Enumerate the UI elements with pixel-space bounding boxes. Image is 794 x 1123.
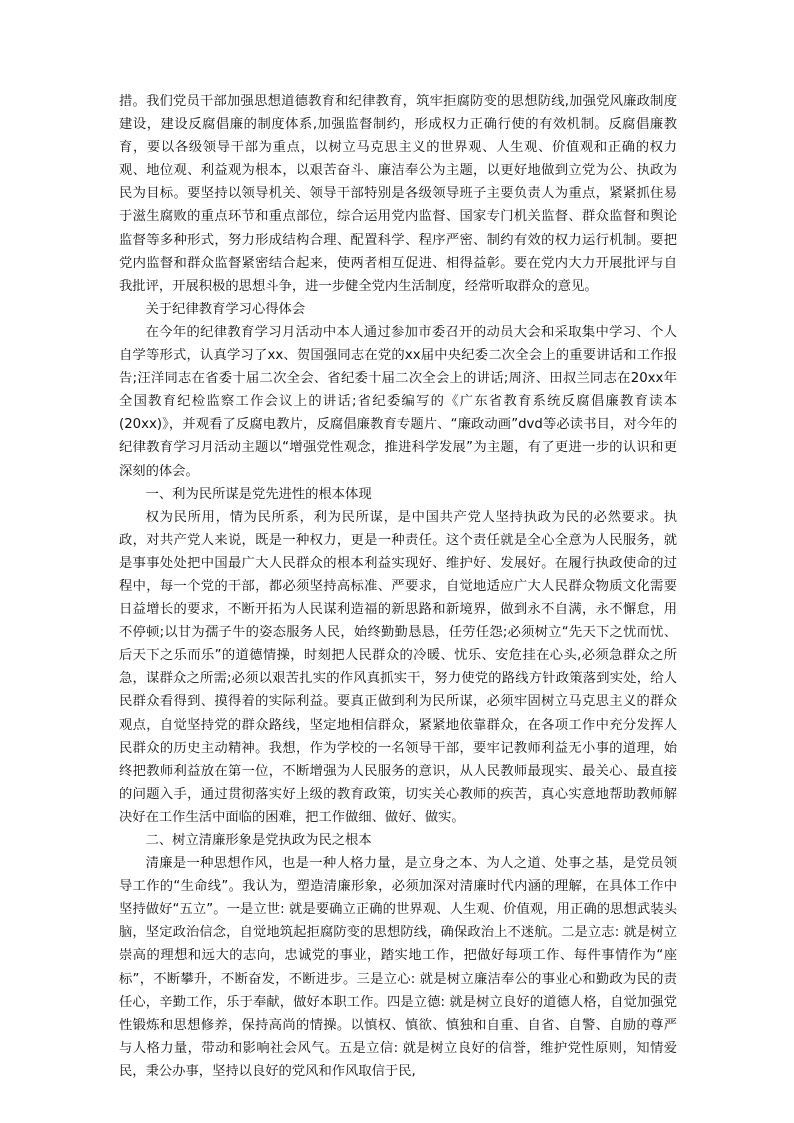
paragraph-continuation: 措。我们党员干部加强思想道德教育和纪律教育，筑牢拒腐防变的思想防线,加强党风廉政制度建设，建设反腐倡廉的制度体系,加强监督制约，形成权力正确行使的有效机制。反腐倡廉教育，要以各级领导干部为重点，以树立马克思主义的世界观、人生观、价值观和正确的权力观、地位观、利益观为根本，以艰苦奋斗、廉洁奉公为主题，以更好地做到立党为公、执政为民为目标。要坚持以领导机关、领导干部特别是各级领导班子主要负责人为重点，紧紧抓住易于滋生腐败的重点环节和重点部位，综合运用党内监督、国家专门机关监督、群众监督和舆论监督等多种形式，努力形成结构合理、配置科学、程序严密、制约有效的权力运行机制。要把党内监督和群众监督紧密结合起来，使两者相互促进、相得益彰。要在党内大力开展批评与自我批评，开展积极的思想斗争，进一步健全党内生活制度，经常听取群众的意见。 [119, 94, 677, 294]
section-heading-1: 一、利为民所谋是党先进性的根本体现 [145, 486, 372, 502]
document-page [119, 90, 677, 1083]
paragraph-intro: 在今年的纪律教育学习月活动中本人通过参加市委召开的动员大会和采取集中学习、个人自学等形式，认真学习了xx、贺国强同志在党的xx届中央纪委二次全会上的重要讲话和工作报告;汪洋同志在省委十届二次全会、省纪委十届二次全会上的讲话;周济、田叔兰同志在20xx年全国教育纪检监察工作会议上的讲话;省纪委编写的《广东省教育系统反腐倡廉教育读本(20xx)》，并观看了反腐电教片，反腐倡廉教育专题片、“廉政动画”dvd等必读书目，对今年的纪律教育学习月活动主题以“增强党性观念，推进科学发展”为主题，有了更进一步的认识和更深刻的体会。 [119, 324, 677, 479]
paragraph-section-1: 权为民所用，情为民所系，利为民所谋，是中国共产党人坚持执政为民的必然要求。执政，对共产党人来说，既是一种权力，更是一种责任。这个责任就是全心全意为人民服务，就是事事处处把中国最广大人民群众的根本利益实现好、维护好、发展好。在履行执政使命的过程中，每一个党的干部，都必须坚持高标准、严要求，自觉地适应广大人民群众物质文化需要日益增长的要求，不断开拓为人民谋利造福的新思路和新境界，做到永不自满，永不懈怠，用不停顿;以甘为孺子牛的姿态服务人民，始终勤勤恳恳，任劳任怨;必须树立“先天下之忧而忧、后天下之乐而乐”的道德情操，时刻把人民群众的冷暖、忧乐、安危挂在心头,必须急群众之所急，谋群众之所需;必须以艰苦扎实的作风真抓实干，努力使党的路线方针政策落到实处，给人民群众看得到、摸得着的实际利益。要真正做到利为民所谋，必须牢固树立马克思主义的群众观点，自觉坚持党的群众路线，坚定地相信群众，紧紧地依靠群众，在各项工作中充分发挥人民群众的历史主动精神。我想，作为学校的一名领导干部，要牢记教师利益无小事的道理，始终把教师利益放在第一位，不断增强为人民服务的意识，从人民教师最现实、最关心、最直接的问题入手，通过贯彻落实好上级的教育政策，切实关心教师的疾苦，真心实意地帮助教师解决好在工作生活中面临的困难，把工作做细、做好、做实。 [119, 509, 677, 825]
section-heading-2: 二、树立清廉形象是党执政为民之根本 [145, 833, 372, 848]
paragraph-section-2: 清廉是一种思想作风，也是一种人格力量，是立身之本、为人之道、处事之基，是党员领导工作的“生命线”。我认为，塑造清廉形象，必须加深对清廉时代内涵的理解，在具体工作中坚持做好“五立”。一是立世: 就是要确立正确的世界观、人生观、价值观，用正确的思想武装头脑，坚定政治信念，自觉地筑起拒腐防变的思想防线，确保政治上不迷航。二是立志: 就是树立崇高的理想和远大的志向，忠诚党的事业，踏实地工作，把做好每项工作、每件事情作为“座标”，不断攀升，不断奋发，不断进步。三是立心: 就是树立廉洁奉公的事业心和勤政为民的责任心，辛勤工作，乐于奉献，做好本职工作。四是立德: 就是树立良好的道德人格，自觉加强党性锻炼和思想修养，保持高尚的情操。以慎权、慎欲、慎独和自重、自省、自警、自励的尊严与人格力量，带动和影响社会风气。五是立信: 就是树立良好的信誉，维护党性原则，知情爱民，秉公办事，坚持以良好的党风和作风取信于民, [119, 856, 677, 1079]
article-title: 关于纪律教育学习心得体会 [145, 301, 306, 317]
